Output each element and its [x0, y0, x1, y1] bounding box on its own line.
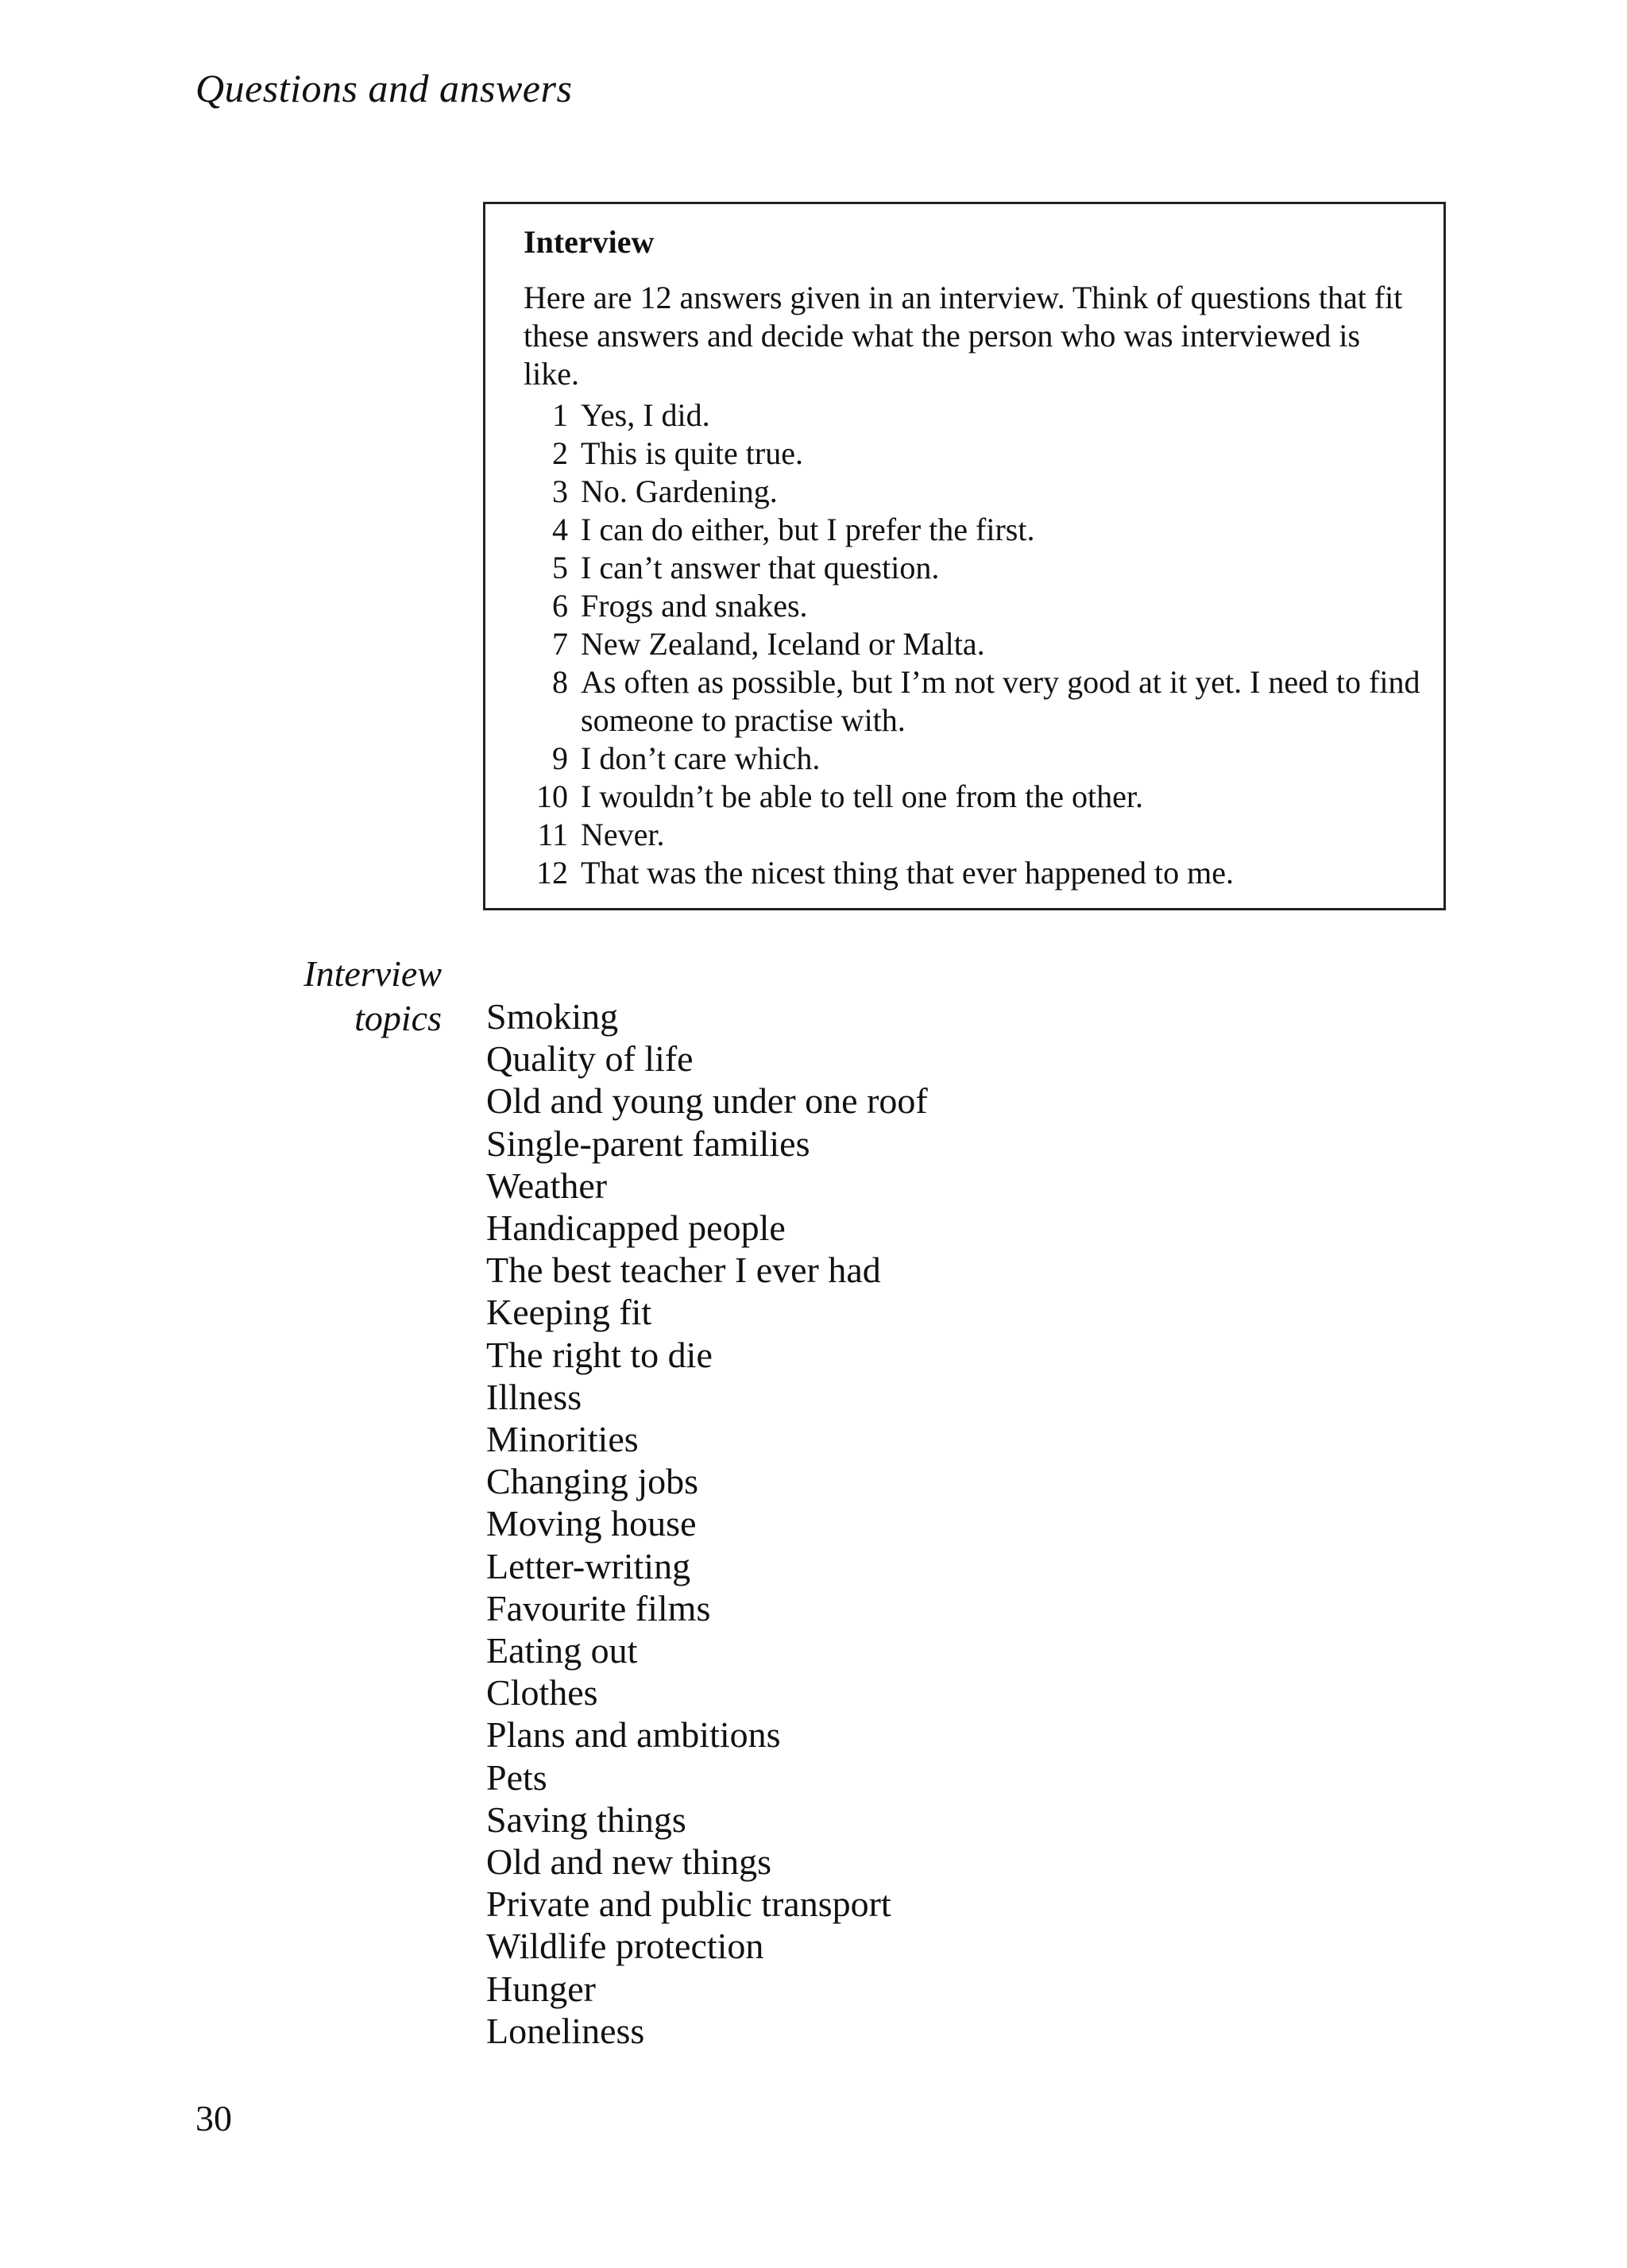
topic-item: Quality of life	[486, 1038, 694, 1080]
topics-label	[303, 952, 442, 1041]
topic-item: Weather	[486, 1165, 608, 1206]
answer-number: 7	[552, 626, 568, 662]
topic-item: Letter-writing	[486, 1545, 691, 1586]
answer-number: 12	[536, 855, 568, 891]
answer-number: 1	[552, 397, 568, 433]
page-number: 30	[195, 2098, 232, 2139]
topic-item: Keeping fit	[486, 1292, 652, 1333]
topic-item: Favourite films	[486, 1587, 711, 1629]
answer-item	[524, 587, 1421, 625]
interview-box	[483, 202, 1446, 910]
topics-label-line1: Interview	[303, 953, 442, 994]
topic-item: Hunger	[486, 1968, 596, 2009]
answer-item	[524, 625, 1421, 663]
answer-item	[524, 663, 1421, 740]
topic-item: Clothes	[486, 1672, 598, 1714]
topic-item: Eating out	[486, 1630, 638, 1671]
answer-number: 10	[536, 779, 568, 814]
topic-item: Private and public transport	[486, 1884, 891, 1925]
answer-text: No. Gardening.	[581, 473, 778, 509]
answer-number: 6	[552, 588, 568, 624]
answer-item	[524, 549, 1421, 587]
answer-number: 4	[552, 512, 568, 547]
topic-item: Loneliness	[486, 2010, 645, 2051]
answer-item	[524, 854, 1421, 892]
topic-item: Minorities	[486, 1419, 639, 1460]
topic-item: Handicapped people	[486, 1207, 786, 1249]
topic-item: Plans and ambitions	[486, 1714, 781, 1756]
answer-number: 3	[552, 473, 568, 509]
answer-number: 8	[552, 664, 568, 700]
interview-box-intro: Here are 12 answers given in an interview. Think of questions that fit these answers and decide what the person who was interviewed is like.	[524, 280, 1403, 392]
topics-label-line2: topics	[354, 998, 442, 1038]
answer-text: I can’t answer that question.	[581, 550, 940, 585]
answer-number: 11	[537, 817, 568, 852]
topic-item: Changing jobs	[486, 1461, 699, 1502]
answer-text: That was the nicest thing that ever happened to me.	[581, 855, 1234, 891]
answer-text: Frogs and snakes.	[581, 588, 808, 624]
interview-box-title: Interview	[524, 224, 655, 260]
topic-item: Single-parent families	[486, 1122, 810, 1164]
answer-number: 2	[552, 435, 568, 471]
answer-item	[524, 816, 1421, 854]
running-title: Questions and answers	[195, 66, 573, 110]
answer-item	[524, 778, 1421, 816]
answer-item	[524, 435, 1421, 473]
topic-item: Old and new things	[486, 1841, 772, 1883]
topic-item: Pets	[486, 1756, 547, 1798]
answer-text: As often as possible, but I’m not very good at it yet. I need to find someone to practise with.	[581, 664, 1420, 738]
answer-text: I wouldn’t be able to tell one from the other.	[581, 779, 1143, 814]
topic-item: Old and young under one roof	[486, 1080, 928, 1122]
topic-item: Saving things	[486, 1799, 686, 1840]
topic-item: Wildlife protection	[486, 1926, 764, 1967]
answer-item	[524, 740, 1421, 778]
answer-item	[524, 396, 1421, 435]
topic-item: Smoking	[486, 996, 619, 1037]
answer-text: New Zealand, Iceland or Malta.	[581, 626, 985, 662]
answer-text: I don’t care which.	[581, 740, 821, 776]
answer-item	[524, 473, 1421, 511]
answer-item	[524, 511, 1421, 549]
answer-text: Never.	[581, 817, 665, 852]
answer-text: I can do either, but I prefer the first.	[581, 512, 1035, 547]
topics-list	[486, 995, 928, 2052]
answer-number: 5	[552, 550, 568, 585]
topic-item: Illness	[486, 1376, 582, 1417]
answers-list	[524, 396, 1421, 892]
topic-item: Moving house	[486, 1503, 697, 1544]
answer-text: Yes, I did.	[581, 397, 710, 433]
answer-text: This is quite true.	[581, 435, 803, 471]
topic-item: The right to die	[486, 1334, 713, 1375]
topic-item: The best teacher I ever had	[486, 1250, 881, 1291]
answer-number: 9	[552, 740, 568, 776]
